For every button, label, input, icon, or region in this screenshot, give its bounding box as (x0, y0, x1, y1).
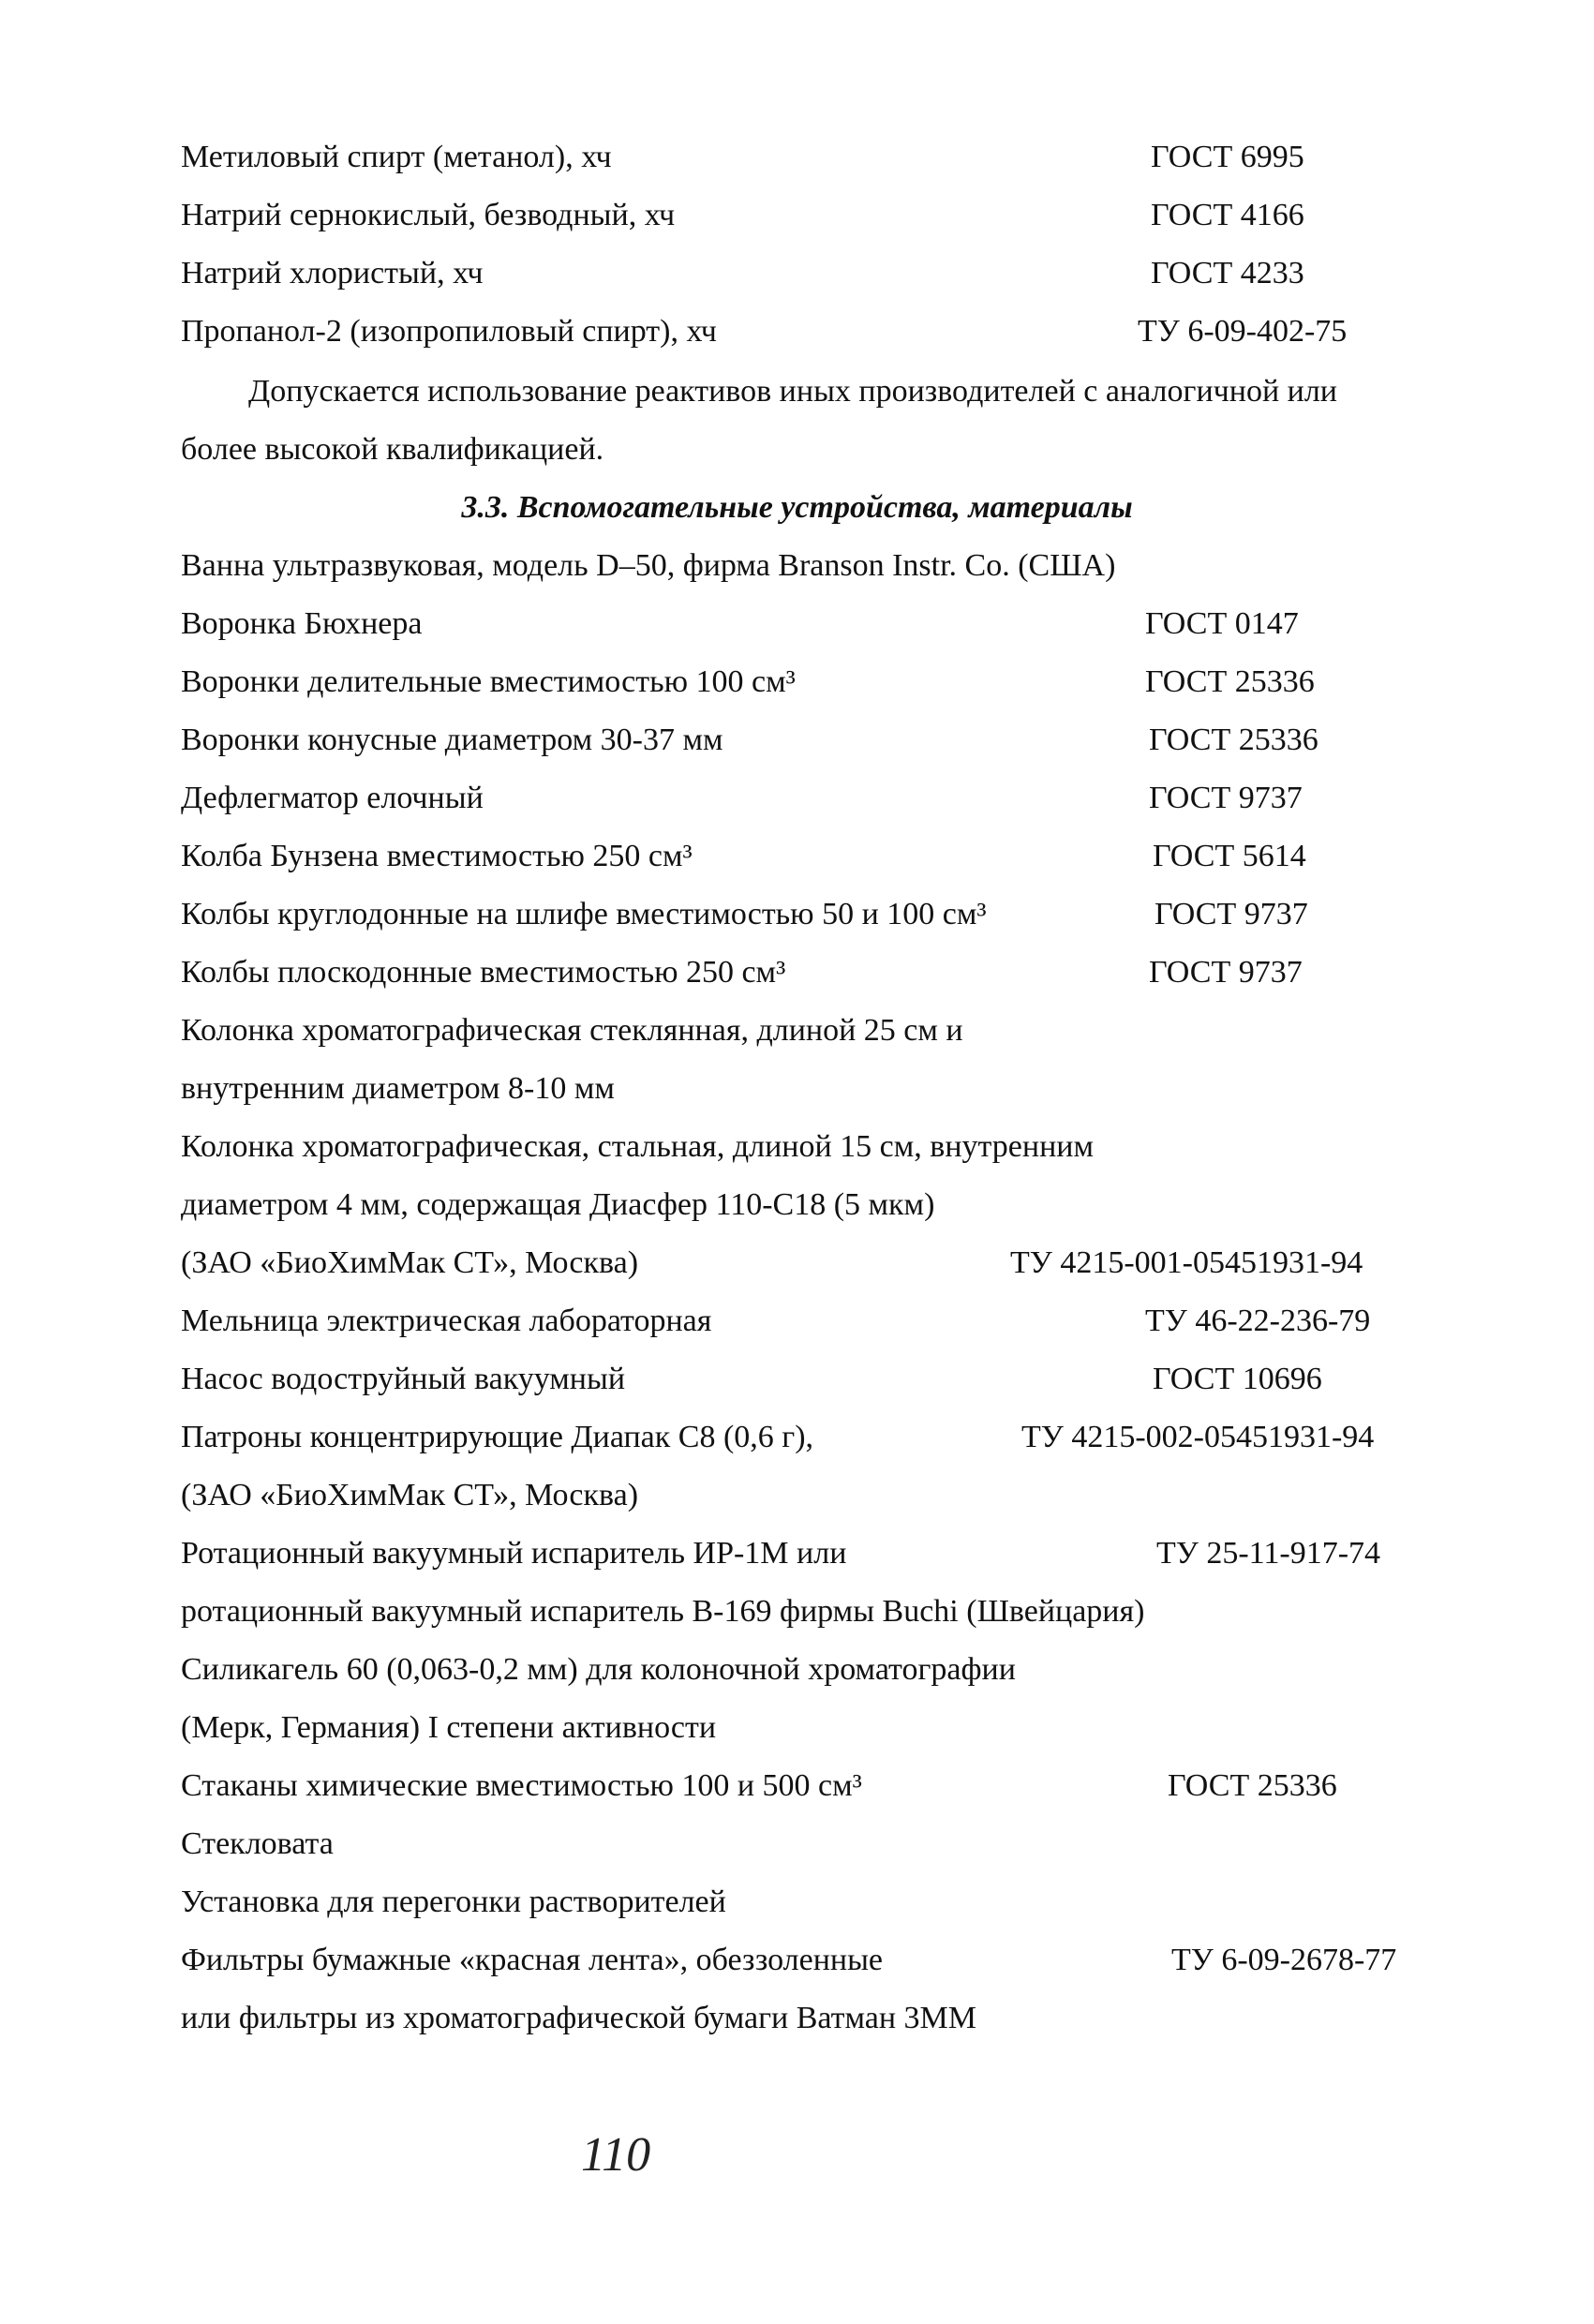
reagent-row (0, 305, 1594, 358)
item-row (0, 1586, 1594, 1638)
item-name: (ЗАО «БиоХимМак СТ», Москва) (181, 1245, 639, 1280)
item-name: Колбы круглодонные на шлифе вместимостью 50 и 100 см³ (181, 897, 987, 931)
note-text: Допускается использование реактивов иных производителей с аналогичной или (248, 374, 1337, 409)
item-row (0, 1934, 1594, 1987)
item-standard: ТУ 6-09-2678-77 (1171, 1943, 1397, 1977)
item-row (0, 1179, 1594, 1231)
item-name: Установка для перегонки растворителей (181, 1885, 726, 1919)
item-name: (Мерк, Германия) I степени активности (181, 1710, 717, 1745)
item-row (0, 1760, 1594, 1812)
item-name: Дефлегматор елочный (181, 781, 484, 815)
item-standard: ТУ 46-22-236-79 (1145, 1304, 1371, 1338)
item-name: Ванна ультразвуковая, модель D–50, фирма Branson Instr. Co. (США) (181, 548, 1116, 583)
item-row (0, 1992, 1594, 2045)
item-name: Силикагель 60 (0,063-0,2 мм) для колоночной хроматографии (181, 1652, 1016, 1687)
reagent-row (0, 131, 1594, 184)
reagent-standard: ГОСТ 4166 (1151, 198, 1304, 232)
item-row (0, 946, 1594, 999)
item-row (0, 1121, 1594, 1173)
item-row (0, 1469, 1594, 1522)
item-standard: ГОСТ 5614 (1153, 839, 1306, 873)
item-row (0, 1295, 1594, 1348)
item-standard: ГОСТ 25336 (1149, 723, 1318, 757)
item-row (0, 830, 1594, 883)
item-standard: ГОСТ 9737 (1155, 897, 1308, 931)
item-row (0, 714, 1594, 767)
reagent-standard: ГОСТ 4233 (1151, 256, 1304, 290)
item-row (0, 888, 1594, 941)
item-standard: ГОСТ 9737 (1149, 955, 1303, 990)
item-row (0, 1411, 1594, 1464)
reagent-row (0, 189, 1594, 242)
item-name: Патроны концентрирующие Диапак С8 (0,6 г), (181, 1420, 814, 1454)
item-name: Стекловата (181, 1826, 334, 1861)
item-name: Фильтры бумажные «красная лента», обеззоленные (181, 1943, 884, 1977)
reagent-name: Метиловый спирт (метанол), хч (181, 140, 612, 174)
item-name: ротационный вакуумный испаритель В-169 фирмы Buchi (Швейцария) (181, 1594, 1145, 1629)
page-number: 110 (581, 2128, 651, 2182)
item-row (0, 1876, 1594, 1929)
item-row (0, 1527, 1594, 1580)
note-paragraph-line (0, 365, 1594, 418)
note-text: более высокой квалификацией. (181, 432, 604, 467)
item-row (0, 1237, 1594, 1289)
item-name: Воронки конусные диаметром 30-37 мм (181, 723, 723, 757)
item-name: Ротационный вакуумный испаритель ИР-1М или (181, 1536, 847, 1571)
item-name: Колонка хроматографическая стеклянная, длиной 25 см и (181, 1013, 963, 1048)
reagent-name: Пропанол-2 (изопропиловый спирт), хч (181, 314, 717, 349)
item-name: Колонка хроматографическая, стальная, длиной 15 см, внутренним (181, 1129, 1094, 1164)
item-name: Стаканы химические вместимостью 100 и 500 см³ (181, 1768, 862, 1803)
item-standard: ГОСТ 25336 (1145, 664, 1315, 699)
item-name: внутренним диаметром 8-10 мм (181, 1071, 615, 1106)
reagent-row (0, 247, 1594, 300)
reagent-standard: ТУ 6-09-402-75 (1138, 314, 1348, 349)
item-row (0, 772, 1594, 825)
item-name: Воронка Бюхнера (181, 606, 423, 641)
reagent-standard: ГОСТ 6995 (1151, 140, 1304, 174)
item-name: диаметром 4 мм, содержащая Диасфер 110-С18 (5 мкм) (181, 1187, 935, 1222)
item-name: (ЗАО «БиоХимМак СТ», Москва) (181, 1478, 639, 1512)
item-row (0, 540, 1594, 592)
item-row (0, 598, 1594, 650)
item-name: или фильтры из хроматографической бумаги Ватман 3ММ (181, 2001, 976, 2035)
item-name: Насос водоструйный вакуумный (181, 1362, 626, 1396)
item-row (0, 1702, 1594, 1754)
item-row (0, 656, 1594, 708)
item-standard: ГОСТ 9737 (1149, 781, 1303, 815)
item-standard: ТУ 25-11-917-74 (1156, 1536, 1381, 1571)
item-row (0, 1005, 1594, 1057)
item-standard: ТУ 4215-001-05451931-94 (1010, 1245, 1363, 1280)
item-row (0, 1353, 1594, 1406)
item-name: Воронки делительные вместимостью 100 см³ (181, 664, 796, 699)
section-heading: 3.3. Вспомогательные устройства, материалы (461, 490, 1133, 525)
note-paragraph-line (0, 424, 1594, 476)
reagent-name: Натрий хлористый, хч (181, 256, 484, 290)
item-row (0, 1818, 1594, 1870)
item-standard: ГОСТ 25336 (1168, 1768, 1337, 1803)
item-name: Колба Бунзена вместимостью 250 см³ (181, 839, 693, 873)
reagent-name: Натрий сернокислый, безводный, хч (181, 198, 676, 232)
item-standard: ГОСТ 0147 (1145, 606, 1299, 641)
item-standard: ТУ 4215-002-05451931-94 (1021, 1420, 1375, 1454)
item-name: Колбы плоскодонные вместимостью 250 см³ (181, 955, 786, 990)
item-row (0, 1063, 1594, 1115)
item-name: Мельница электрическая лабораторная (181, 1304, 712, 1338)
item-standard: ГОСТ 10696 (1153, 1362, 1322, 1396)
item-row (0, 1644, 1594, 1696)
